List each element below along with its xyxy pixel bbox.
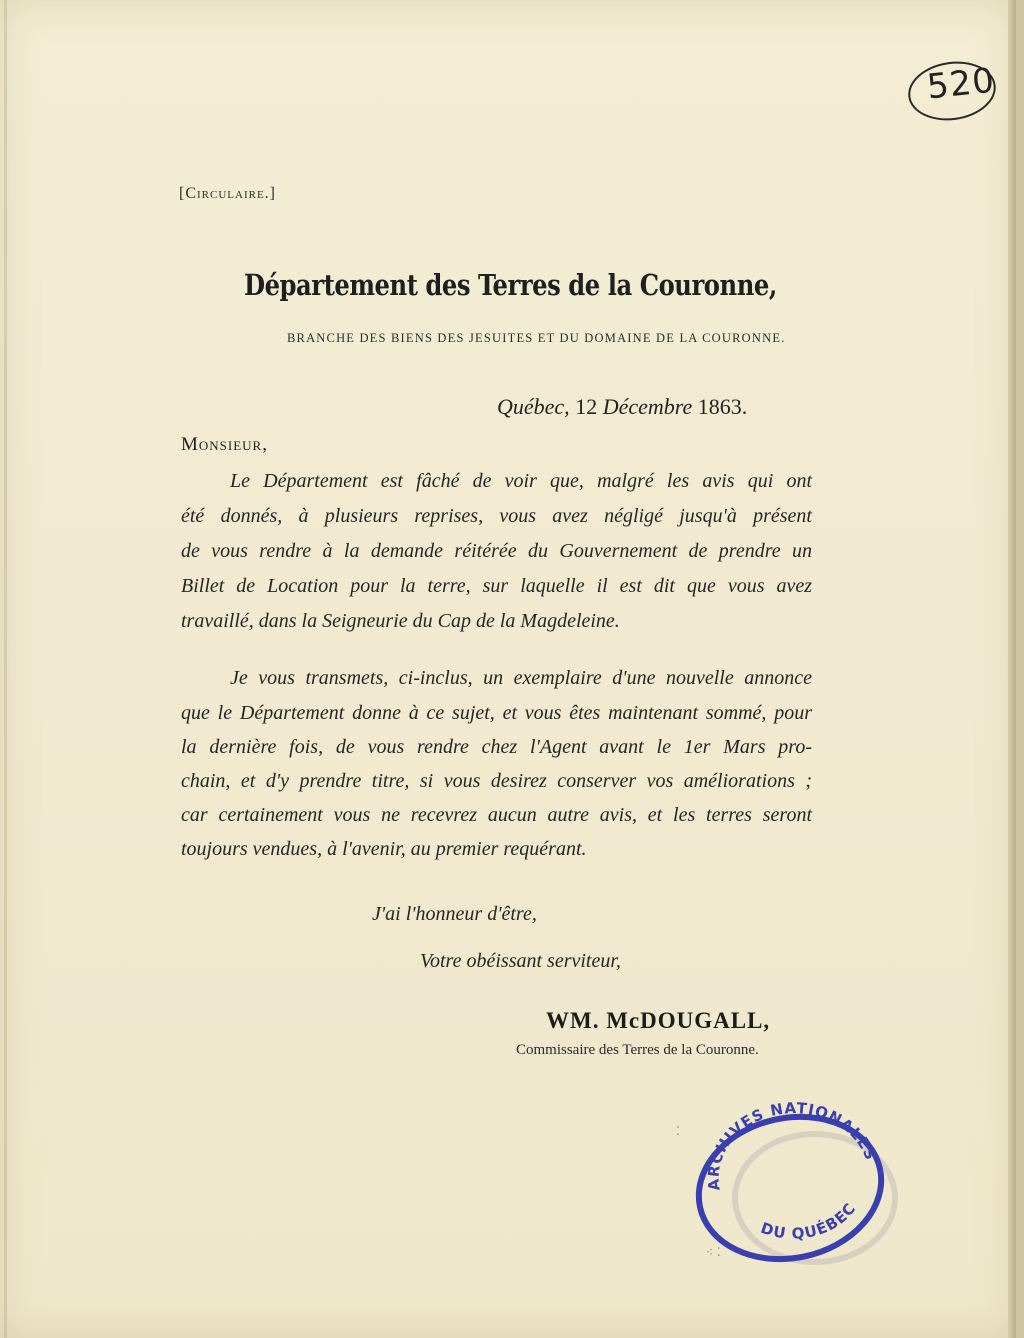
paragraph2-line: que le Département donne à ce sujet, et vous êtes maintenant sommé, pour	[181, 702, 812, 724]
dateline	[497, 394, 747, 420]
page-edge	[1008, 0, 1016, 1338]
svg-text:ARCHIVES NATIONALES	[704, 1102, 880, 1192]
page-number: 520	[925, 60, 997, 108]
ink-specks: ⁖ ⁚	[706, 1245, 721, 1259]
signature-title: Commissaire des Terres de la Couronne.	[516, 1042, 759, 1058]
paragraph1-line: travaillé, dans la Seigneurie du Cap de la Magdeleine.	[181, 610, 620, 632]
paragraph2-line: chain, et d'y prendre titre, si vous desirez conserver vos améliorations ;	[181, 770, 812, 792]
paragraph2-line: toujours vendues, à l'avenir, au premier requérant.	[181, 838, 587, 860]
paragraph1-line: Billet de Location pour la terre, sur laquelle il est dit que vous avez	[181, 575, 812, 597]
paragraph1-line: été donnés, à plusieurs reprises, vous avez négligé jusqu'à présent	[181, 505, 812, 527]
paragraph1-line: Le Département est fâché de voir que, malgré les avis qui ont	[230, 470, 812, 492]
dateline-month: Décembre	[602, 394, 693, 419]
archives-stamp	[690, 1102, 890, 1268]
stamp-top-text: ARCHIVES NATIONALES	[704, 1102, 881, 1192]
branch-subheading: BRANCHE DES BIENS DES JESUITES ET DU DOMAINE DE LA COURONNE.	[287, 331, 786, 345]
closing-line-1: J'ai l'honneur d'être,	[372, 903, 537, 925]
signature-name: WM. McDOUGALL,	[546, 1008, 771, 1033]
closing-line-2: Votre obéissant serviteur,	[420, 950, 621, 972]
ink-specks: ⁚	[676, 1124, 680, 1138]
page-fold	[4, 0, 7, 1338]
dateline-day: 12	[575, 394, 598, 419]
paragraph2-line: Je vous transmets, ci-inclus, un exemplaire d'une nouvelle annonce	[230, 667, 812, 689]
department-heading: Département des Terres de la Couronne,	[244, 268, 777, 302]
salutation: Monsieur,	[181, 434, 268, 455]
stamp-bottom-text: DU QUÉBEC	[758, 1199, 860, 1243]
dateline-year: 1863.	[697, 394, 748, 419]
svg-text:DU QUÉBEC	[758, 1199, 859, 1243]
paragraph2-line: car certainement vous ne recevrez aucun autre avis, et les terres seront	[181, 804, 812, 826]
paragraph1-line: de vous rendre à la demande réitérée du Gouvernement de prendre un	[181, 540, 812, 562]
paragraph2-line: la dernière fois, de vous rendre chez l'Agent avant le 1er Mars pro-	[181, 736, 812, 758]
dateline-place: Québec,	[497, 394, 570, 419]
circulaire-label: [Circulaire.]	[179, 185, 276, 202]
